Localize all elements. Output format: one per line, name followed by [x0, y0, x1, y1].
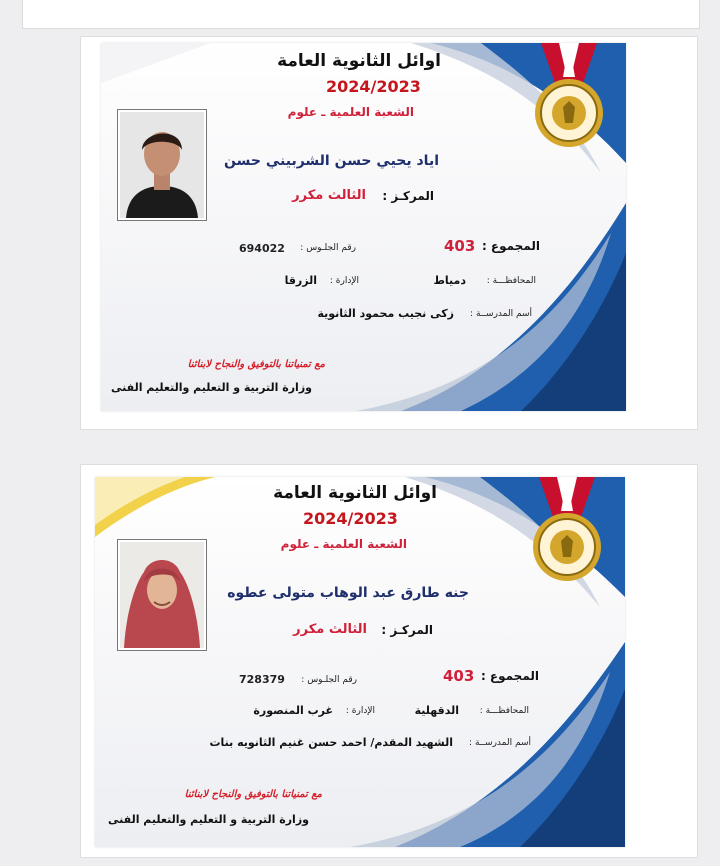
governorate-value: الدقهلية: [414, 704, 459, 717]
score-label: المجموع :: [480, 669, 539, 683]
congratulations-message: مع تمنياتنا بالتوفيق والنجاح لابنائنا: [187, 359, 325, 370]
ministry-name: وزارة التربية و التعليم والتعليم الفنى: [108, 813, 309, 826]
score-label: المجموع :: [481, 239, 540, 253]
academic-year: 2024/2023: [326, 77, 421, 96]
student-photo: [117, 539, 207, 651]
school-label: أسم المدرســة :: [469, 738, 531, 748]
school-label: أسم المدرســة :: [470, 309, 532, 319]
student-name: جنه طارق عبد الوهاب متولى عطوه: [227, 585, 469, 601]
student-photo: [117, 109, 207, 221]
governorate-value: دمياط: [433, 274, 466, 287]
congratulations-message: مع تمنياتنا بالتوفيق والنجاح لابنائنا: [184, 789, 322, 800]
administration-label: الإدارة :: [329, 276, 359, 286]
seat-number-label: رقم الجلـوس :: [300, 243, 356, 253]
ministry-medal-logo: [527, 477, 607, 589]
seat-number-value: 694022: [239, 242, 285, 255]
rank-label: المركـز :: [382, 189, 434, 203]
rank-label: المركـز :: [381, 623, 433, 637]
governorate-label: المحافظـــة :: [486, 276, 536, 286]
branch-label: الشعبة العلمية ـ علوم: [287, 105, 414, 119]
governorate-label: المحافظـــة :: [479, 706, 529, 716]
seat-number-label: رقم الجلـوس :: [301, 675, 357, 685]
branch-label: الشعبة العلمية ـ علوم: [280, 537, 407, 551]
ministry-name: وزارة التربية و التعليم والتعليم الفنى: [111, 381, 312, 394]
rank-value: الثالث مكرر: [293, 622, 367, 637]
administration-label: الإدارة :: [345, 706, 375, 716]
post-container-2: [80, 464, 698, 858]
school-value: الشهيد المقدم/ احمد حسن غنيم الثانويه بنات: [209, 736, 453, 749]
ministry-medal-logo: [529, 43, 609, 155]
administration-value: غرب المنصورة: [253, 704, 333, 717]
card-title: اوائل الثانوية العامة: [273, 483, 437, 503]
rank-value: الثالث مكرر: [292, 188, 366, 203]
academic-year: 2024/2023: [303, 509, 398, 528]
post-container-1: [80, 36, 698, 430]
administration-value: الزرقا: [284, 274, 317, 287]
student-name: اياد يحيي حسن الشربيني حسن: [224, 153, 439, 169]
certificate-card-2[interactable]: [95, 477, 625, 847]
previous-post-edge: [22, 0, 700, 29]
school-value: زكى نجيب محمود الثانوية: [317, 307, 454, 320]
seat-number-value: 728379: [239, 673, 285, 686]
score-value: 403: [444, 237, 476, 255]
card-title: اوائل الثانوية العامة: [277, 51, 441, 71]
score-value: 403: [443, 667, 475, 685]
certificate-card-1[interactable]: [101, 43, 626, 411]
